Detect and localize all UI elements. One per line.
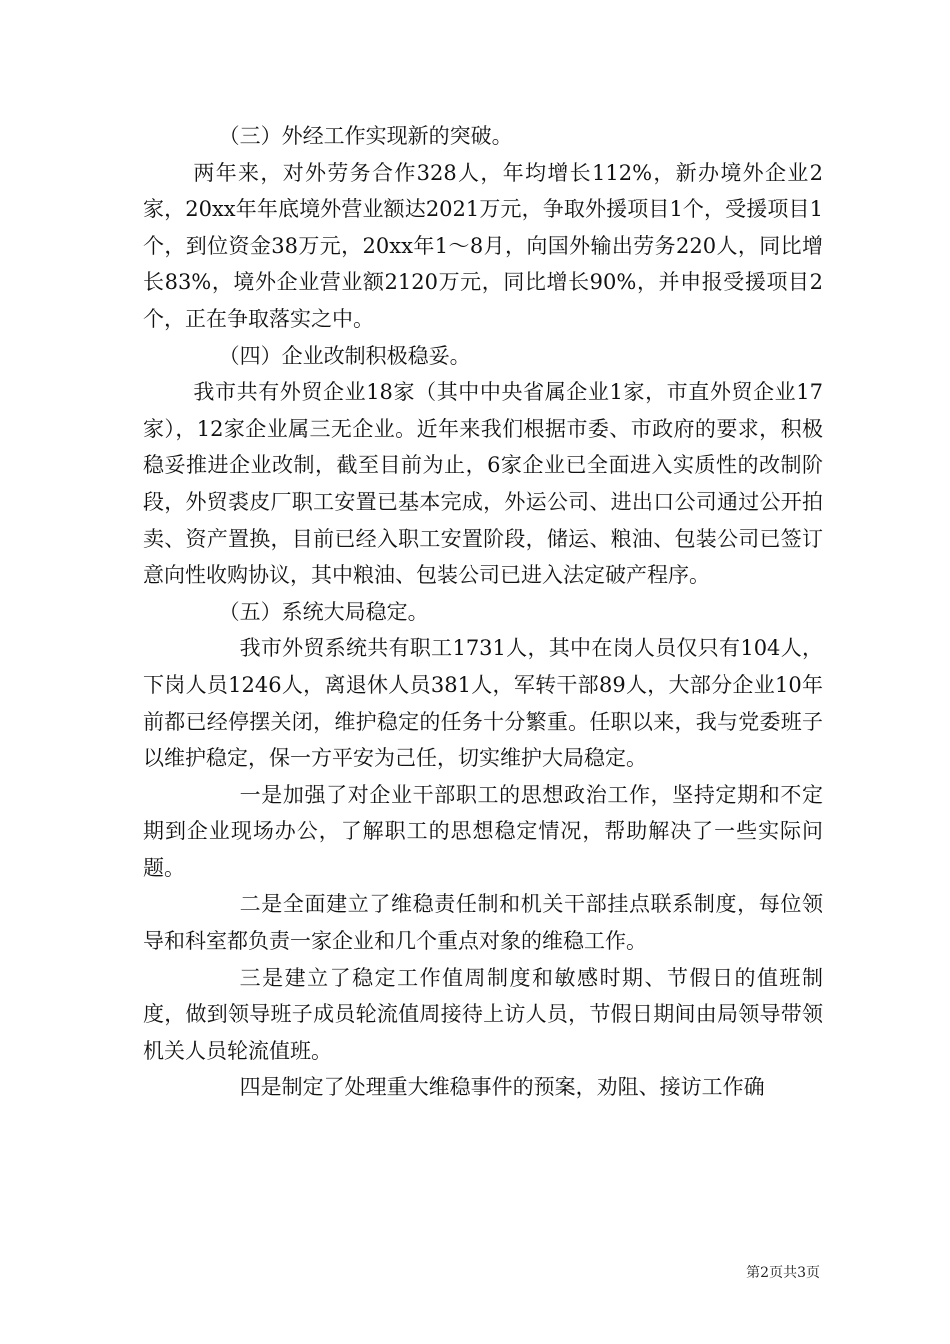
paragraph-measure-1: 一是加强了对企业干部职工的思想政治工作，坚持定期和不定期到企业现场办公，了解职工的思想稳定情况，帮助解决了一些实际问题。 <box>143 782 823 880</box>
page-number-footer: 第2页共3页 <box>746 1265 820 1281</box>
section-heading-3: （三）外经工作实现新的突破。 <box>218 124 513 148</box>
paragraph-enterprise-reform: 我市共有外贸企业18家（其中中央省属企业1家，市直外贸企业17家），12家企业属三无企业。近年来我们根据市委、市政府的要求，积极稳妥推进企业改制，截至目前为止，6家企业已全面进入实质性的改制阶段，外贸裘皮厂职工安置已基本完成，外运公司、进出口公司通过公开拍卖、资产置换，目前已经入职工安置阶段，储运、粮油、包装公司已签订意向性收购协议，其中粮油、包装公司已进入法定破产程序。 <box>143 380 823 588</box>
section-heading-5: （五）系统大局稳定。 <box>218 599 429 624</box>
document-body <box>143 118 823 1106</box>
section-heading-4: （四）企业改制积极稳妥。 <box>218 343 471 368</box>
paragraph-measure-4: 四是制定了处理重大维稳事件的预案，劝阻、接访工作确 <box>239 1075 765 1100</box>
paragraph-foreign-economic: 两年来，对外劳务合作328人，年均增长112%，新办境外企业2家，20xx年年底境外营业额达2021万元，争取外援项目1个，受援项目1个，到位资金38万元，20xx年1～8月，向国外输出劳务220人，同比增长83%，境外企业营业额2120万元，同比增长90%，并申报受援项目2个，正在争取落实之中。 <box>143 160 823 331</box>
paragraph-system-stability: 我市外贸系统共有职工1731人，其中在岗人员仅只有104人，下岗人员1246人，离退休人员381人，军转干部89人，大部分企业10年前都已经停摆关闭，维护稳定的任务十分繁重。任职以来，我与党委班子以维护稳定，保一方平安为己任，切实维护大局稳定。 <box>143 636 823 771</box>
paragraph-measure-2: 二是全面建立了维稳责任制和机关干部挂点联系制度，每位领导和科室都负责一家企业和几个重点对象的维稳工作。 <box>143 892 823 954</box>
paragraph-measure-3: 三是建立了稳定工作值周制度和敏感时期、节假日的值班制度，做到领导班子成员轮流值周接待上访人员，节假日期间由局领导带领机关人员轮流值班。 <box>143 965 823 1063</box>
